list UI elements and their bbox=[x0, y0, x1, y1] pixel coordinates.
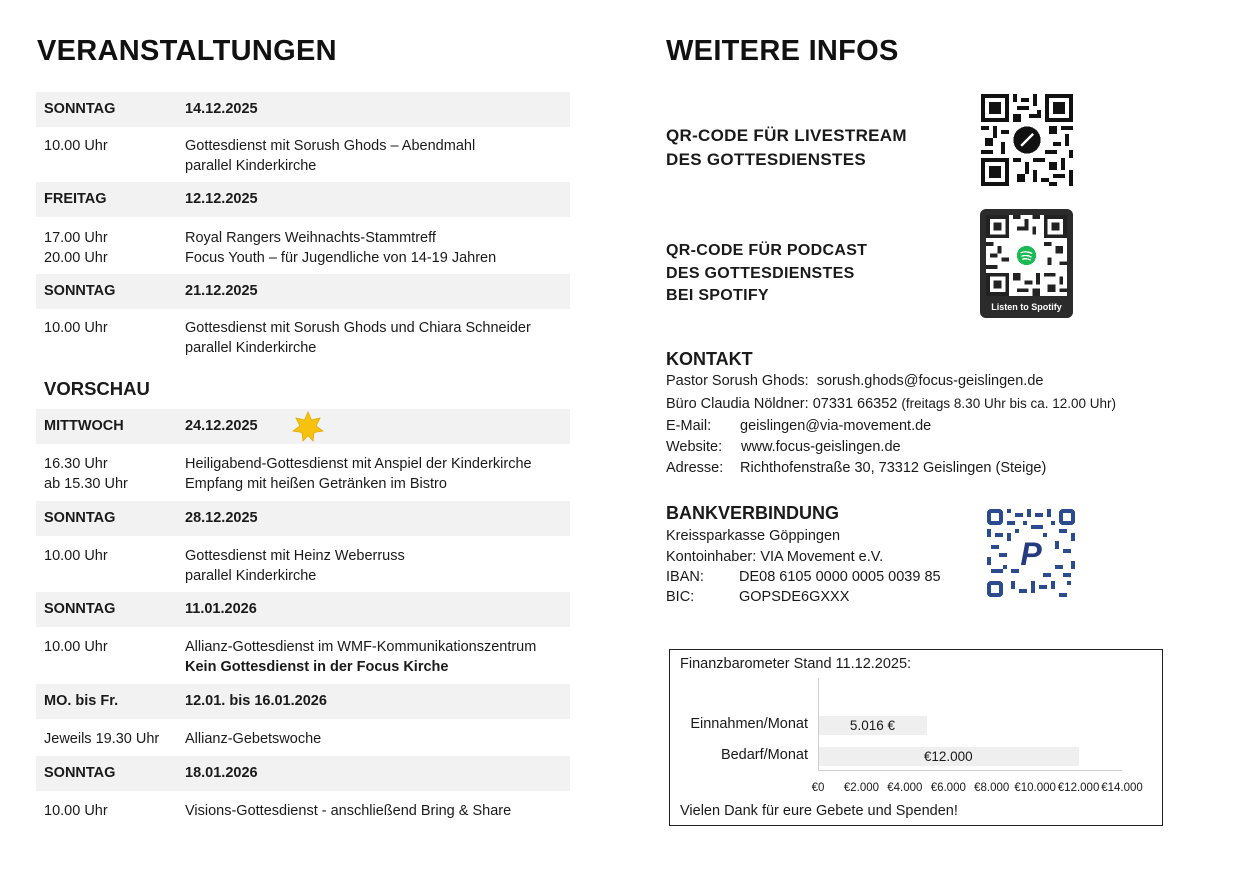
contact-address: Richthofenstraße 30, 73312 Geislingen (Steige) bbox=[740, 460, 1047, 476]
event-header bbox=[36, 501, 570, 536]
event-date: 18.01.2026 bbox=[185, 765, 258, 781]
finance-chart bbox=[669, 649, 1163, 826]
event-line: Kein Gottesdienst in der Focus Kirche bbox=[185, 659, 449, 675]
chart-data-label: 5.016 € bbox=[849, 718, 895, 733]
contact-office bbox=[666, 393, 1116, 415]
chart-tick-label: €10.000 bbox=[1014, 782, 1056, 794]
event-line: parallel Kinderkirche bbox=[185, 568, 317, 584]
event-time: 20.00 Uhr bbox=[44, 250, 108, 266]
chart-data-label: €12.000 bbox=[923, 749, 973, 764]
event-time: 16.30 Uhr bbox=[44, 456, 108, 472]
event-header bbox=[36, 756, 570, 791]
event-day: FREITAG bbox=[44, 191, 107, 207]
event-day: MO. bis Fr. bbox=[44, 693, 119, 709]
event-time: 17.00 Uhr bbox=[44, 230, 108, 246]
events-title: VERANSTALTUNGEN bbox=[37, 35, 337, 67]
preview-title: VORSCHAU bbox=[44, 378, 150, 399]
event-date: 14.12.2025 bbox=[185, 101, 258, 117]
chart-tick-label: €6.000 bbox=[930, 782, 966, 794]
bic-label: BIC: bbox=[666, 589, 695, 605]
event-time: 10.00 Uhr bbox=[44, 320, 108, 336]
qr-podcast-line: QR-CODE FÜR PODCAST bbox=[666, 242, 868, 259]
bank-title: BANKVERBINDUNG bbox=[666, 503, 840, 523]
event-date: 24.12.2025 bbox=[185, 418, 258, 434]
qr-livestream-line: DES GOTTESDIENSTES bbox=[666, 150, 866, 169]
event-date: 21.12.2025 bbox=[185, 283, 258, 299]
event-date: 11.01.2026 bbox=[185, 601, 257, 617]
contact-pastor bbox=[666, 371, 1043, 392]
event-header bbox=[36, 409, 570, 444]
event-line: parallel Kinderkirche bbox=[185, 340, 317, 356]
event-line: Gottesdienst mit Heinz Weberruss bbox=[185, 548, 405, 564]
event-line: Royal Rangers Weihnachts-Stammtreff bbox=[185, 230, 436, 246]
chart-tick-label: €8.000 bbox=[974, 782, 1010, 794]
info-title: WEITERE INFOS bbox=[666, 35, 899, 67]
event-day: SONNTAG bbox=[44, 101, 116, 117]
event-line: Allianz-Gebetswoche bbox=[185, 731, 322, 747]
event-day: MITTWOCH bbox=[44, 418, 124, 434]
contact-email[interactable]: geislingen@via-movement.de bbox=[740, 418, 932, 434]
event-details bbox=[36, 220, 570, 272]
event-line: parallel Kinderkirche bbox=[185, 158, 317, 174]
event-line: Allianz-Gottesdienst im WMF-Kommunikationszentrum bbox=[185, 639, 537, 655]
spotify-qr-code bbox=[986, 215, 1067, 296]
event-header bbox=[36, 182, 570, 217]
event-details bbox=[36, 310, 570, 362]
contact-website-label: Website: bbox=[666, 439, 723, 455]
contact-address-label: Adresse: bbox=[666, 460, 724, 476]
event-line: Empfang mit heißen Getränken im Bistro bbox=[185, 476, 447, 492]
event-line: Heiligabend-Gottesdienst mit Anspiel der Kinderkirche bbox=[185, 456, 532, 472]
star-icon bbox=[292, 411, 324, 443]
event-day: SONNTAG bbox=[44, 765, 116, 781]
event-date: 12.01. bis 16.01.2026 bbox=[185, 693, 327, 709]
bank-holder: Kontoinhaber: VIA Movement e.V. bbox=[666, 549, 884, 565]
chart-tick-label: €14.000 bbox=[1101, 782, 1143, 794]
svg-text:P: P bbox=[1020, 536, 1042, 572]
qr-podcast-line: BEI SPOTIFY bbox=[666, 287, 769, 304]
event-time: 10.00 Uhr bbox=[44, 138, 108, 154]
event-time: 10.00 Uhr bbox=[44, 639, 108, 655]
office-label: Büro Claudia Nöldner: 07331 66352 bbox=[666, 396, 898, 412]
event-details bbox=[36, 538, 570, 590]
chart-footer: Vielen Dank für eure Gebete und Spenden! bbox=[680, 803, 958, 819]
qr-livestream-label bbox=[666, 124, 907, 172]
iban-label: IBAN: bbox=[666, 569, 704, 585]
paypal-qr-code[interactable] bbox=[987, 509, 1075, 597]
spotify-qr-card[interactable] bbox=[980, 209, 1073, 318]
event-time: ab 15.30 Uhr bbox=[44, 476, 128, 492]
qr-livestream-line: QR-CODE FÜR LIVESTREAM bbox=[666, 126, 907, 145]
office-hours: (freitags 8.30 Uhr bis ca. 12.00 Uhr) bbox=[901, 396, 1117, 411]
event-line: Gottesdienst mit Sorush Ghods und Chiara Schneider bbox=[185, 320, 531, 336]
chart-category-label: Einnahmen/Monat bbox=[690, 716, 808, 732]
chart-tick-label: €12.000 bbox=[1057, 782, 1100, 794]
event-details bbox=[36, 793, 570, 827]
event-header bbox=[36, 92, 570, 127]
bank-name: Kreissparkasse Göppingen bbox=[666, 528, 841, 544]
event-day: SONNTAG bbox=[44, 510, 116, 526]
pastor-email[interactable]: sorush.ghods@focus-geislingen.de bbox=[816, 373, 1044, 389]
bic-value: GOPSDE6GXXX bbox=[739, 589, 850, 605]
event-header bbox=[36, 684, 570, 719]
livestream-qr-code[interactable] bbox=[981, 94, 1073, 186]
qr-podcast-label bbox=[666, 240, 867, 308]
event-time: 10.00 Uhr bbox=[44, 803, 108, 819]
contact-title: KONTAKT bbox=[666, 349, 753, 369]
event-header bbox=[36, 592, 570, 627]
event-date: 12.12.2025 bbox=[185, 191, 258, 207]
chart-tick-label: €2.000 bbox=[843, 782, 880, 794]
event-details bbox=[36, 446, 570, 498]
event-date: 28.12.2025 bbox=[185, 510, 258, 526]
contact-email-label: E-Mail: bbox=[666, 418, 712, 434]
chart-title: Finanzbarometer Stand 11.12.2025: bbox=[680, 656, 912, 672]
event-line: Gottesdienst mit Sorush Ghods – Abendmahl bbox=[185, 138, 476, 154]
event-header bbox=[36, 274, 570, 309]
iban-value: DE08 6105 0000 0005 0039 85 bbox=[739, 569, 941, 585]
event-line: Visions-Gottesdienst - anschließend Bring & Share bbox=[185, 803, 512, 819]
event-details bbox=[36, 629, 570, 681]
event-time: 10.00 Uhr bbox=[44, 548, 108, 564]
event-time: Jeweils 19.30 Uhr bbox=[44, 731, 160, 747]
event-day: SONNTAG bbox=[44, 601, 116, 617]
event-details bbox=[36, 721, 570, 755]
spotify-label: Listen to Spotify bbox=[991, 302, 1062, 312]
contact-website[interactable]: www.focus-geislingen.de bbox=[741, 439, 901, 455]
qr-podcast-line: DES GOTTESDIENSTES bbox=[666, 264, 855, 282]
chart-tick-label: €0 bbox=[811, 782, 825, 794]
event-line: Focus Youth – für Jugendliche von 14-19 Jahren bbox=[185, 250, 497, 266]
event-details bbox=[36, 128, 570, 180]
chart-tick-label: €4.000 bbox=[887, 782, 923, 794]
chart-axis-x bbox=[818, 770, 1122, 771]
chart-category-label: Bedarf/Monat bbox=[720, 747, 808, 763]
pastor-label: Pastor Sorush Ghods: bbox=[666, 373, 809, 389]
event-day: SONNTAG bbox=[44, 283, 116, 299]
